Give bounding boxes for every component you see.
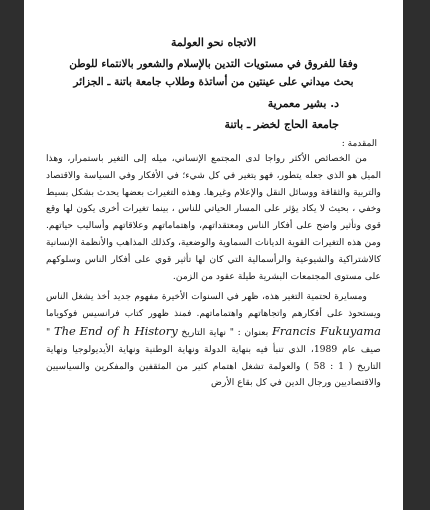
paragraph-2-part-2: بعنوان : " نهاية التاريخ <box>181 326 269 338</box>
subtitle-line-1: وفقا للفروق في مستويات التدين بالإسلام والشعور بالانتماء للوطن <box>69 58 358 70</box>
the-word: The <box>53 323 76 338</box>
paragraph-2-part-3: " صيف عام 1989، الذي تنبأ فيه بنهاية الدولة ونهاية الوطنية ونهاية الأيديولوجيا ونهاية التاريخ ( 1 : 58 ) والعولمة تشغل اهتمام كثير من المثقفين والمفكرين والسياسيين والاقتصاديين ورجال الدين في كل بقاع الأرض <box>46 326 382 389</box>
document-page <box>24 0 403 510</box>
page-bottom-fade <box>24 480 403 510</box>
subtitle-line-2: بحث ميداني على عينتين من أساتذة وطلاب جامعة باتنة ـ الجزائر <box>73 76 354 88</box>
author-affiliation: جامعة الحاج لخضر ـ باتنة <box>224 118 339 131</box>
end-of-history-title: End of h History <box>79 323 178 338</box>
article-body <box>46 36 381 396</box>
paragraph-1: من الخصائص الأكثر رواجا لدى المجتمع الإنساني، ميله إلى التغير باستمرار، وهذا الميل هو الذي جعله يتطور، فهو يتغير في كل شيء؛ في الأفكار وفي السياسة والاقتصاد والتربية والثقافة ووسائل النقل والإعلام وغيرها. وهذه التغيرات بعضها يحدث بشكل بسيط وخفي ، بحيث لا يكاد يؤثر على المسار الحياتي للناس ، بينما تغيرات أخرى يكون لها وقع قوي وتأثير واضح على أفكار الناس ومعتقداتهم، واهتماماتهم وعلاقاتهم وأساليب حياتهم. ومن هذه التغيرات القوية الديانات السماوية والوضعية، وكذلك المذاهب والأنظمة الإنسانية كالاشتراكية والشيوعية والرأسمالية التي كان لها تأثير قوي على أفكار الناس وسلوكهم على مستوى المجتمعات البشرية طيلة عقود من الزمن. <box>46 153 381 282</box>
article-title: الاتجاه نحو العولمة <box>170 36 257 49</box>
paragraph-2-part-1: ومسايرة لحتمية التغير هذه، ظهر في السنوات الأخيرة مفهوم جديد أخذ يشغل الناس ويستحوذ على أفكارهم واتجاهاتهم واهتماماتهم. فمنذ ظهور كتاب فرانسيس فوكوياما <box>46 291 381 320</box>
author-name: د. بشير معمرية <box>267 97 339 110</box>
article-subtitle <box>46 55 381 91</box>
fukuyama-name: Francis Fukuyama <box>271 323 382 338</box>
paragraph-2 <box>46 289 381 392</box>
section-heading: المقدمة : <box>341 139 377 149</box>
